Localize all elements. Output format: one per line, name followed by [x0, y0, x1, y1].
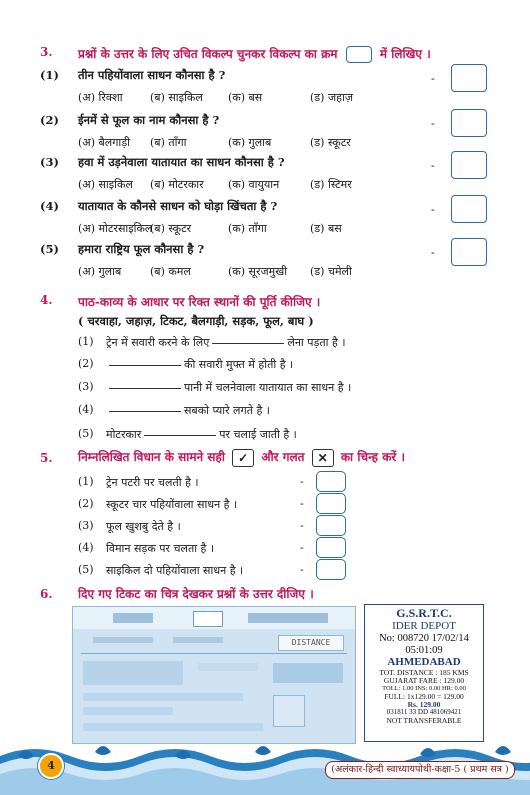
blank-line[interactable]: [109, 411, 181, 412]
ticket-blur-block: [198, 663, 258, 671]
option-text: (क) वायुयान: [228, 178, 280, 191]
blank-line[interactable]: [109, 388, 181, 389]
answer-sample-box: [346, 46, 372, 63]
section-3-heading-before: प्रश्नों के उत्तर के लिए उचित विकल्प चुनकर विकल्प का क्रम: [78, 47, 338, 61]
question-number: (1): [40, 68, 59, 82]
answer-dash: -: [431, 117, 435, 130]
option-text: (अ) गुलाब: [78, 265, 122, 278]
ticket-blur-block: [248, 613, 328, 623]
section-6-heading: दिए गए टिकट का चित्र देखकर प्रश्नों के उत्तर दीजिए ।: [78, 587, 314, 601]
option-text: (ड) जहाज़: [310, 91, 353, 104]
ticket-picture: [72, 606, 356, 744]
option-text: (ब) मोटरकार: [150, 178, 204, 191]
question-text: तीन पहियोंवाला साधन कौनसा है ?: [78, 68, 226, 82]
gsrtc-fare: GUJARAT FARE : 129.00: [383, 675, 465, 685]
option-text: (अ) मोटरसाइकिल: [78, 222, 153, 235]
statement-dash: -: [300, 541, 304, 554]
ticket-divider: [81, 653, 347, 654]
question-text: हवा में उड़नेवाला यातायात का साधन कौनसा है ?: [78, 155, 285, 169]
statement-text: फूल खुशबु देते है ।: [106, 520, 181, 533]
statement-number: (3): [78, 519, 94, 532]
gsrtc-distance: TOT. DISTANCE : 185 KMS: [379, 667, 469, 677]
fill-item-after: सबको प्यारे लगते है ।: [184, 404, 270, 417]
answer-dash: -: [431, 72, 435, 85]
fill-item: [106, 335, 346, 350]
statement-dash: -: [300, 497, 304, 510]
option-text: (क) गुलाब: [228, 136, 272, 149]
statement-number: (2): [78, 497, 94, 510]
ticket-blur-block: [83, 693, 243, 701]
answer-dash: -: [431, 159, 435, 172]
section-5-heading: [78, 448, 405, 467]
answer-box[interactable]: [451, 238, 487, 266]
fill-item-number: (2): [78, 357, 94, 370]
tick-answer-box[interactable]: [316, 515, 346, 536]
gsrtc-total: Rs. 129.00: [407, 700, 441, 709]
option-text: (अ) बैलगाड़ी: [78, 136, 130, 149]
answer-box[interactable]: [451, 64, 487, 92]
answer-box[interactable]: [451, 109, 487, 137]
section-5-heading-part2: और गलत: [261, 450, 305, 464]
statement-text: साइकिल दो पहियोंवाला साधन है ।: [106, 564, 244, 577]
option-text: (अ) रिक्शा: [78, 91, 123, 104]
fill-item-number: (4): [78, 403, 94, 416]
answer-box[interactable]: [451, 151, 487, 179]
gsrtc-code: 031811 33 DD 481069421: [386, 708, 462, 717]
section-4-heading: पाठ-काव्य के आधार पर रिक्त स्थानों की पूर्ति कीजिए ।: [78, 295, 321, 309]
question-number: (3): [40, 155, 59, 169]
question-text: यातायात के कौनसे साधन को घोड़ा खिंचता है ?: [78, 199, 278, 213]
ticket-blur-block: [83, 723, 263, 731]
tick-answer-box[interactable]: [316, 493, 346, 514]
fill-item-before: मोटरकार: [106, 428, 142, 441]
gsrtc-destination: AHMEDABAD: [387, 656, 461, 669]
option-text: (ड) स्कूटर: [310, 136, 351, 149]
statement-text: विमान सड़क पर चलता है ।: [106, 542, 215, 555]
book-label: (अलंकार-हिन्दी स्वाध्यायपोथी-कक्षा-5 ( प्रथम सत्र ): [325, 761, 515, 779]
ticket-blur-block: [83, 661, 183, 685]
fill-item: [106, 357, 293, 372]
word-bank: ( चरवाहा, जहाज़, टिकट, बैलगाड़ी, सड़क, फूल, बाघ ): [78, 314, 314, 328]
fill-item-number: (5): [78, 427, 94, 440]
fill-item-number: (3): [78, 380, 94, 393]
option-text: (ब) स्कूटर: [150, 222, 192, 235]
statement-text: ट्रेन पटरी पर चलती है ।: [106, 476, 199, 489]
statement-number: (5): [78, 563, 94, 576]
gsrtc-title: G.S.R.T.C.: [396, 606, 452, 620]
ticket-blur-block: [83, 707, 173, 715]
option-text: (ड) बस: [310, 222, 342, 235]
question-text: ईनमें से फूल का नाम कौनसा है ?: [78, 113, 220, 127]
gsrtc-number-date: No: 008720 17/02/14: [379, 632, 469, 644]
gsrtc-ticket: [364, 604, 484, 742]
blank-line[interactable]: [212, 343, 284, 344]
option-text: (ब) कमल: [150, 265, 191, 278]
statement-dash: -: [300, 475, 304, 488]
section-3-number: 3.: [40, 45, 53, 59]
ticket-blur-block: [273, 663, 343, 683]
statement-dash: -: [300, 563, 304, 576]
question-number: (4): [40, 199, 59, 213]
section-5-heading-part3: का चिन्ह करें ।: [340, 450, 406, 464]
option-text: (ड) चमेली: [310, 265, 352, 278]
question-number: (2): [40, 113, 59, 127]
ticket-blur-block: [93, 637, 153, 643]
section-4-number: 4.: [40, 293, 53, 307]
answer-dash: -: [431, 203, 435, 216]
section-5-heading-part1: निम्नलिखित विधान के सामने सही: [78, 450, 225, 464]
section-3-heading-after: में लिखिए ।: [379, 47, 431, 61]
option-text: (ब) ताँगा: [150, 136, 187, 149]
gsrtc-toll: TOLL: 1.00 INS: 0.00 HR: 0.00: [382, 685, 466, 693]
question-number: (5): [40, 242, 59, 256]
tick-answer-box[interactable]: [316, 537, 346, 558]
gsrtc-depot: IDER DEPOT: [392, 620, 456, 633]
tick-symbol-box: [232, 449, 254, 467]
statement-number: (1): [78, 475, 94, 488]
statement-dash: -: [300, 519, 304, 532]
fill-item-after: पानी में चलनेवाला यातायात का साधन है ।: [184, 381, 352, 394]
tick-icon: ✓: [238, 450, 249, 465]
option-text: (क) सूरजमुखी: [228, 265, 288, 278]
gsrtc-not-transferable: NOT TRANSFERABLE: [386, 716, 462, 726]
option-text: (ड) स्टिमर: [310, 178, 352, 191]
ticket-blur-block: [173, 637, 223, 643]
ticket-blur-block: [113, 613, 153, 623]
gsrtc-full-fare: FULL: 1x129.00 = 129.00: [384, 691, 464, 701]
blank-line[interactable]: [144, 435, 216, 436]
tick-answer-box[interactable]: [316, 471, 346, 492]
fill-item-after: पर चलाई जाती है ।: [219, 428, 297, 441]
page-number: 4: [38, 753, 64, 779]
fill-item: [106, 380, 351, 395]
option-text: (क) ताँगा: [228, 222, 267, 235]
fill-item-after: लेना पड़ता है ।: [287, 336, 346, 349]
fill-item-before: ट्रेन में सवारी करने के लिए: [106, 336, 210, 349]
ticket-blur-block: [193, 611, 223, 627]
ticket-distance-field: DISTANCE: [278, 635, 344, 651]
blank-line[interactable]: [109, 365, 181, 366]
option-text: (अ) साइकिल: [78, 178, 133, 191]
statement-number: (4): [78, 541, 94, 554]
fill-item-number: (1): [78, 335, 94, 348]
answer-dash: -: [431, 246, 435, 259]
section-6-number: 6.: [40, 587, 53, 601]
ticket-blur-block: [273, 695, 305, 727]
section-5-number: 5.: [40, 451, 53, 465]
fill-item: [106, 403, 270, 418]
option-text: (ब) साइकिल: [150, 91, 203, 104]
fill-item-after: की सवारी मुफ्त में होती है ।: [184, 358, 294, 371]
fill-item: [106, 427, 297, 442]
option-text: (क) बस: [228, 91, 263, 104]
cross-icon: ✕: [317, 450, 328, 465]
section-3-heading: [78, 45, 431, 63]
tick-answer-box[interactable]: [316, 559, 346, 580]
statement-text: स्कूटर चार पहियोंवाला साधन है ।: [106, 498, 238, 511]
answer-box[interactable]: [451, 195, 487, 223]
gsrtc-time: 05:01:09: [405, 644, 443, 656]
question-text: हमारा राष्ट्रिय फूल कौनसा है ?: [78, 242, 205, 256]
cross-symbol-box: [312, 449, 334, 467]
